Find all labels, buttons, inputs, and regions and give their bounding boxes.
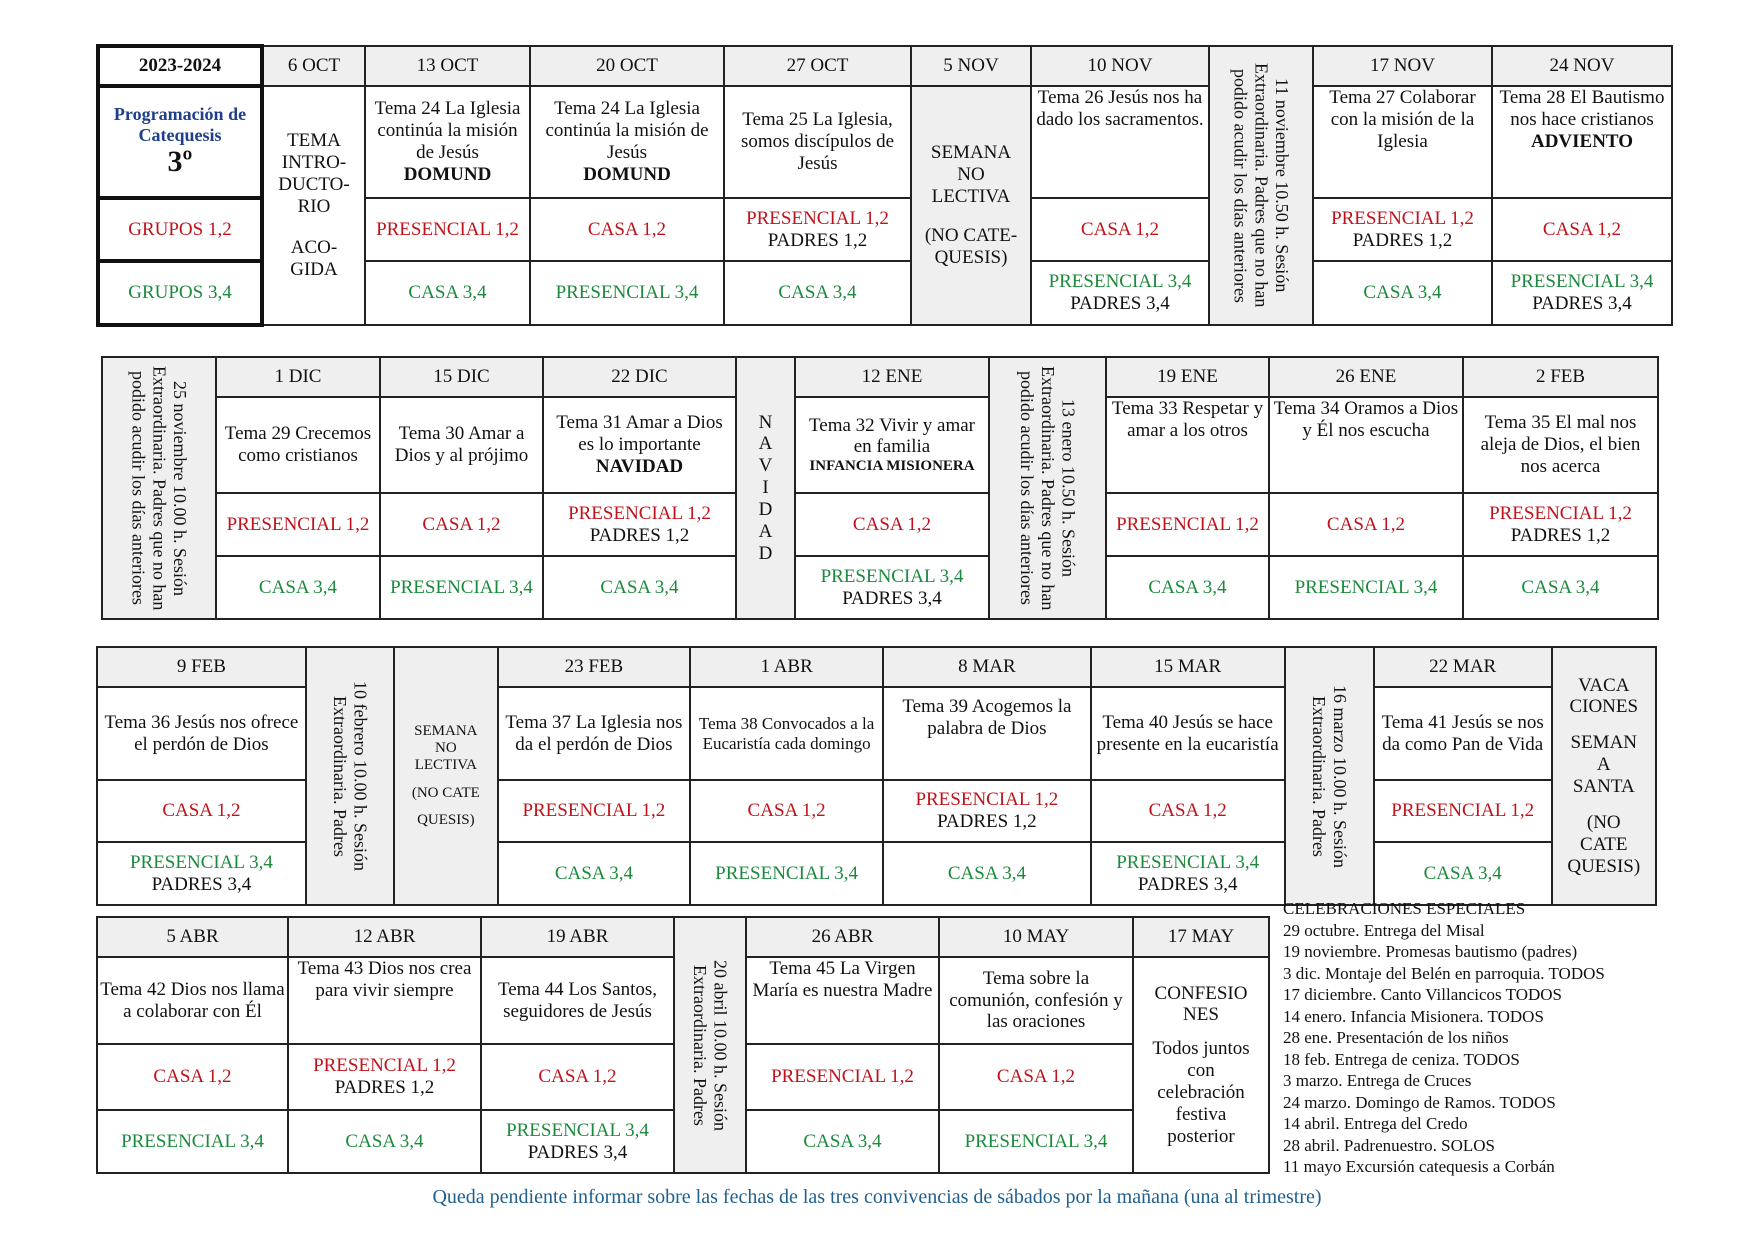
- mode-34: PRESENCIAL 3,4: [1048, 271, 1192, 293]
- celebration-item: 17 diciembre. Canto Villancicos TODOS: [1283, 985, 1562, 1004]
- extraordinary-session: [1209, 46, 1313, 325]
- groups-12-label: GRUPOS 1,2: [98, 198, 262, 261]
- topic-bold: NAVIDAD: [595, 455, 684, 477]
- date-header: 22 MAR: [1374, 647, 1552, 687]
- topic-text: Tema 45 La Virgen María es nuestra Madre: [752, 958, 933, 1001]
- date-header: 5 ABR: [97, 917, 288, 957]
- mode-34: CASA 3,4: [216, 556, 380, 619]
- schedule-block-3: [96, 646, 1657, 906]
- mode-12: PRESENCIAL 1,2: [216, 493, 380, 556]
- topic-text: Tema 29 Crecemos como cristianos: [224, 423, 372, 466]
- mode-12: PRESENCIAL 1,2: [568, 502, 711, 524]
- mode-34-cell: [1091, 842, 1285, 905]
- program-level: 3º: [167, 145, 193, 179]
- topic-cell: [498, 687, 691, 780]
- parents-12: PADRES 1,2: [767, 229, 868, 251]
- holidays-line: A: [1596, 754, 1611, 776]
- date-header: 13 OCT: [365, 46, 530, 86]
- mode-34: PRESENCIAL 3,4: [506, 1119, 649, 1141]
- date-header: 1 DIC: [216, 357, 380, 397]
- topic-cell: [97, 957, 288, 1044]
- topic-text: Tema 34 Oramos a Dios y Él nos escucha: [1273, 398, 1459, 441]
- date-header: 2 FEB: [1463, 357, 1658, 397]
- topic-bold: INFANCIA MISIONERA: [809, 458, 975, 475]
- mode-34-cell: [795, 556, 989, 619]
- no-school-week: [394, 647, 497, 905]
- mode-34: PRESENCIAL 3,4: [1269, 556, 1463, 619]
- parents-12: PADRES 1,2: [334, 1077, 435, 1098]
- mode-12: PRESENCIAL 1,2: [1374, 780, 1552, 842]
- topic-cell: [939, 957, 1133, 1044]
- date-header: 24 NOV: [1492, 46, 1672, 86]
- extraordinary-session-text: 16 marzo 10.00 h. Sesión Extraordinaria. Padres: [1309, 684, 1350, 868]
- topic-cell: [1313, 86, 1492, 198]
- extraordinary-session: [989, 357, 1106, 619]
- schedule-block-4: [96, 916, 1270, 1174]
- topic-cell: [288, 957, 481, 1044]
- topic-text: Tema 43 Dios nos crea para vivir siempre: [297, 958, 472, 1001]
- confessions-line: NES: [1183, 1004, 1219, 1026]
- no-school-line: (NO CATE: [411, 784, 480, 801]
- groups-34-label: GRUPOS 3,4: [98, 261, 262, 325]
- holidays-cell: [1552, 647, 1656, 905]
- holidays-line: SANTA: [1572, 776, 1635, 797]
- mode-12: PRESENCIAL 1,2: [915, 789, 1059, 811]
- parents-34: PADRES 3,4: [527, 1141, 628, 1163]
- intro-line: RIO: [297, 195, 331, 217]
- no-school-line: LECTIVA: [414, 757, 477, 774]
- mode-12: PRESENCIAL 1,2: [1331, 207, 1474, 229]
- celebration-item: 3 marzo. Entrega de Cruces: [1283, 1071, 1472, 1090]
- topic-text: Tema 28 El Bautismo nos hace cristianos: [1499, 87, 1665, 130]
- celebration-item: 3 dic. Montaje del Belén en parroquia. TODOS: [1283, 963, 1605, 983]
- topic-cell: [216, 397, 380, 493]
- date-header: 6 OCT: [262, 46, 365, 86]
- parents-34: PADRES 3,4: [1137, 873, 1238, 895]
- mode-34: CASA 3,4: [1374, 842, 1552, 905]
- date-header: 8 MAR: [883, 647, 1091, 687]
- mode-34: PRESENCIAL 3,4: [97, 1110, 288, 1173]
- mode-12-cell: [883, 780, 1091, 842]
- intro-line: [266, 217, 362, 237]
- celebration-item: 28 abril. Padrenuestro. SOLOS: [1283, 1135, 1496, 1155]
- celebration-item: 11 mayo Excursión catequesis a Corbán: [1283, 1157, 1555, 1176]
- holidays-line: (NO: [1586, 811, 1621, 833]
- topic-text: Tema 32 Vivir y amar en familia: [808, 414, 976, 458]
- mode-34: PRESENCIAL 3,4: [530, 261, 724, 325]
- confessions-line: festiva: [1175, 1103, 1227, 1125]
- parents-12: PADRES 1,2: [1510, 524, 1611, 546]
- navidad-cell: [736, 357, 795, 619]
- mode-12: CASA 1,2: [530, 198, 724, 261]
- mode-12: CASA 1,2: [1031, 198, 1209, 261]
- date-header: 12 ABR: [288, 917, 481, 957]
- mode-34: CASA 3,4: [724, 261, 911, 325]
- topic-text: Tema 35 El mal nos aleja de Dios, el bien nos acerca: [1480, 412, 1641, 477]
- holidays-line: [1555, 798, 1653, 812]
- parents-12: PADRES 1,2: [937, 811, 1037, 832]
- topic-text: Tema 38 Convocados a la Eucaristía cada domingo: [698, 713, 875, 753]
- celebration-item: 24 marzo. Domingo de Ramos. TODOS: [1283, 1092, 1556, 1112]
- no-school-line: QUESIS): [934, 247, 1008, 269]
- topic-text: Tema 25 La Iglesia, somos discípulos de Jesús: [740, 109, 895, 174]
- intro-line: ACO-: [290, 237, 338, 259]
- date-header: 15 DIC: [380, 357, 543, 397]
- program-title: Programación de Catequesis: [113, 104, 247, 145]
- topic-text: Tema 24 La Iglesia continúa la misión de Jesús: [374, 98, 521, 163]
- date-header: 12 ENE: [795, 357, 989, 397]
- mode-12-cell: [1313, 198, 1492, 261]
- mode-12-cell: [724, 198, 911, 261]
- topic-cell: [97, 687, 306, 780]
- mode-34: CASA 3,4: [1463, 556, 1658, 619]
- mode-12: PRESENCIAL 1,2: [1106, 493, 1269, 556]
- no-school-line: SEMANA: [414, 722, 478, 739]
- extraordinary-session: [102, 357, 216, 619]
- navidad-letter: A: [758, 520, 773, 542]
- topic-cell: [380, 397, 543, 493]
- no-school-line: QUESIS): [417, 811, 475, 828]
- parents-34: PADRES 3,4: [1532, 293, 1632, 314]
- navidad-letter: V: [758, 455, 773, 477]
- topic-cell: [1106, 397, 1269, 493]
- no-school-line: SEMANA: [930, 141, 1012, 163]
- topic-text: Tema 42 Dios nos llama a colaborar con Él: [100, 978, 285, 1022]
- mode-12: CASA 1,2: [1269, 493, 1463, 556]
- topic-bold: DOMUND: [403, 163, 492, 185]
- pending-note: Queda pendiente informar sobre las fechas de las tres convivencias de sábados por la mañana (una al trimestre): [432, 1186, 1322, 1208]
- mode-12: PRESENCIAL 1,2: [746, 1044, 939, 1110]
- extraordinary-session-text: 10 febrero 10.00 h. Sesión Extraordinaria. Padres: [329, 681, 371, 871]
- intro-line: DUCTO-: [278, 173, 350, 195]
- extraordinary-session-text: 11 noviembre 10.50 h. Sesión Extraordinaria. Padres que no han podido acudir los días anteriores: [1230, 63, 1293, 308]
- topic-text: Tema 44 Los Santos, seguidores de Jesús: [497, 978, 658, 1022]
- navidad-letter: D: [758, 542, 773, 564]
- topic-bold: DOMUND: [583, 163, 671, 185]
- parents-34: PADRES 3,4: [151, 873, 252, 895]
- intro-line: INTRO-: [281, 151, 347, 173]
- topic-text: Tema 39 Acogemos la palabra de Dios: [902, 696, 1072, 739]
- date-header: 19 ENE: [1106, 357, 1269, 397]
- mode-34-cell: [1492, 261, 1672, 325]
- mode-12: PRESENCIAL 1,2: [365, 198, 530, 261]
- navidad-letter: D: [758, 498, 773, 520]
- no-school-line: (NO CATE-: [924, 225, 1018, 247]
- mode-12: CASA 1,2: [939, 1044, 1133, 1110]
- topic-cell: [365, 86, 530, 198]
- celebration-item: 18 feb. Entrega de ceniza. TODOS: [1283, 1049, 1520, 1069]
- mode-34: PRESENCIAL 3,4: [1116, 851, 1260, 873]
- intro-cell: [262, 86, 365, 325]
- mode-34: CASA 3,4: [498, 842, 691, 905]
- confessions-line: [1136, 1026, 1266, 1038]
- date-header: 20 OCT: [530, 46, 724, 86]
- topic-cell: [543, 397, 736, 493]
- mode-34: CASA 3,4: [543, 556, 736, 619]
- topic-cell: [746, 957, 939, 1044]
- mode-34: CASA 3,4: [746, 1110, 939, 1173]
- extraordinary-session-text: 20 abril 10.00 h. Sesión Extraordinaria. Padres: [690, 959, 731, 1131]
- topic-cell: [1463, 397, 1658, 493]
- mode-34: PRESENCIAL 3,4: [129, 851, 273, 873]
- no-school-line: NO: [434, 740, 457, 757]
- extraordinary-session: [1285, 647, 1374, 905]
- topic-text: Tema 24 La Iglesia continúa la misión de Jesús: [545, 98, 709, 163]
- mode-34: CASA 3,4: [365, 261, 530, 325]
- topic-text: Tema 33 Respetar y amar a los otros: [1111, 398, 1264, 441]
- mode-34: PRESENCIAL 3,4: [690, 842, 883, 905]
- date-header: 27 OCT: [724, 46, 911, 86]
- holidays-line: QUESIS): [1567, 855, 1641, 877]
- holidays-line: SEMAN: [1570, 732, 1638, 754]
- holidays-line: CIONES: [1569, 696, 1639, 718]
- no-school-line: LECTIVA: [931, 185, 1011, 207]
- parents-12: PADRES 1,2: [1352, 229, 1453, 251]
- topic-cell: [481, 957, 674, 1044]
- mode-34: PRESENCIAL 3,4: [939, 1110, 1133, 1173]
- mode-34-cell: [97, 842, 306, 905]
- mode-12: PRESENCIAL 1,2: [498, 780, 691, 842]
- topic-cell: [1492, 86, 1672, 198]
- topic-cell: [690, 687, 883, 780]
- parents-12: PADRES 1,2: [589, 524, 690, 546]
- schedule-block-1: [96, 44, 1673, 327]
- date-header: 9 FEB: [97, 647, 306, 687]
- date-header: 17 NOV: [1313, 46, 1492, 86]
- date-header: 23 FEB: [498, 647, 691, 687]
- extraordinary-session: [674, 917, 746, 1173]
- topic-text: Tema 36 Jesús nos ofrece el perdón de Dios: [104, 711, 299, 755]
- celebration-item: 14 enero. Infancia Misionera. TODOS: [1283, 1006, 1544, 1026]
- mode-34: PRESENCIAL 3,4: [820, 565, 964, 587]
- navidad-letter: I: [762, 477, 769, 499]
- confessions-cell: [1133, 957, 1269, 1173]
- confessions-line: posterior: [1167, 1125, 1235, 1147]
- date-header: 22 DIC: [543, 357, 736, 397]
- mode-34: CASA 3,4: [1106, 556, 1269, 619]
- schedule-block-2: [101, 356, 1659, 620]
- mode-34: PRESENCIAL 3,4: [1510, 271, 1654, 293]
- topic-text: Tema sobre la comunión, confesión y las oraciones: [949, 967, 1123, 1033]
- mode-34: PRESENCIAL 3,4: [380, 556, 543, 619]
- parents-34: PADRES 3,4: [842, 587, 942, 609]
- topic-cell: [530, 86, 724, 198]
- topic-bold: ADVIENTO: [1530, 130, 1634, 152]
- topic-cell: [1031, 86, 1209, 198]
- topic-text: Tema 26 Jesús nos ha dado los sacramentos.: [1036, 87, 1204, 130]
- topic-cell: [795, 397, 989, 493]
- no-school-week: [911, 86, 1031, 325]
- mode-12: CASA 1,2: [1492, 198, 1672, 261]
- mode-34: CASA 3,4: [288, 1110, 481, 1173]
- confessions-line: celebración: [1157, 1081, 1245, 1103]
- program-title-cell: [98, 86, 262, 198]
- topic-text: Tema 31 Amar a Dios es lo importante: [556, 412, 723, 456]
- topic-text: Tema 41 Jesús se nos da como Pan de Vida: [1381, 711, 1544, 755]
- mode-34-cell: [1031, 261, 1209, 325]
- mode-34: CASA 3,4: [883, 842, 1091, 905]
- confessions-line: con: [1187, 1060, 1215, 1082]
- celebration-item: 29 octubre. Entrega del Misal: [1283, 920, 1485, 940]
- topic-text: Tema 37 La Iglesia nos da el perdón de Dios: [505, 711, 683, 755]
- topic-cell: [724, 86, 911, 198]
- mode-12: CASA 1,2: [97, 1044, 288, 1110]
- special-celebrations: [1283, 898, 1743, 1178]
- celebration-item: 14 abril. Entrega del Credo: [1283, 1114, 1468, 1133]
- date-header: 10 MAY: [939, 917, 1133, 957]
- intro-line: GIDA: [290, 259, 338, 281]
- mode-12: PRESENCIAL 1,2: [1489, 502, 1632, 524]
- date-header: 1 ABR: [690, 647, 883, 687]
- topic-cell: [1374, 687, 1552, 780]
- date-header: 10 NOV: [1031, 46, 1209, 86]
- mode-34: CASA 3,4: [1313, 261, 1492, 325]
- topic-cell: [1091, 687, 1285, 780]
- date-header: 15 MAR: [1091, 647, 1285, 687]
- intro-line: TEMA: [287, 129, 341, 151]
- mode-12: PRESENCIAL 1,2: [746, 207, 889, 229]
- topic-text: Tema 30 Amar a Dios y al prójimo: [394, 423, 529, 466]
- no-school-line: NO: [957, 163, 985, 185]
- date-header: 19 ABR: [481, 917, 674, 957]
- parents-34: PADRES 3,4: [1070, 293, 1170, 314]
- mode-12: CASA 1,2: [1091, 780, 1285, 842]
- mode-12: CASA 1,2: [97, 780, 306, 842]
- topic-text: Tema 40 Jesús se hace presente en la eucaristía: [1096, 711, 1279, 755]
- confessions-line: CONFESIO: [1154, 982, 1248, 1004]
- extraordinary-session-text: 13 enero 10.50 h. Sesión Extraordinaria. Padres que no han podido acudir los días anteriores: [1017, 365, 1079, 611]
- celebration-item: 28 ene. Presentación de los niños: [1283, 1028, 1509, 1047]
- no-school-line: [914, 207, 1028, 225]
- navidad-letter: A: [758, 433, 773, 455]
- topic-cell: [883, 687, 1091, 780]
- celebration-item: 19 noviembre. Promesas bautismo (padres): [1283, 942, 1578, 961]
- extraordinary-session-text: 25 noviembre 10.00 h. Sesión Extraordinaria. Padres que no han podido acudir los días anteriores: [128, 365, 191, 611]
- topic-text: Tema 27 Colaborar con la misión de la Iglesia: [1329, 87, 1476, 152]
- mode-12: CASA 1,2: [481, 1044, 674, 1110]
- extraordinary-session: [306, 647, 394, 905]
- year-cell: 2023-2024: [98, 46, 262, 86]
- holidays-line: [1555, 718, 1653, 732]
- celebrations-title: CELEBRACIONES ESPECIALES: [1283, 899, 1526, 918]
- mode-12-cell: [1463, 493, 1658, 556]
- date-header: 5 NOV: [911, 46, 1031, 86]
- mode-12-cell: [288, 1044, 481, 1110]
- date-header: 17 MAY: [1133, 917, 1269, 957]
- mode-34-cell: [481, 1110, 674, 1173]
- date-header: 26 ENE: [1269, 357, 1463, 397]
- mode-12: CASA 1,2: [690, 780, 883, 842]
- date-header: 26 ABR: [746, 917, 939, 957]
- confessions-line: Todos juntos: [1152, 1038, 1250, 1060]
- mode-12: PRESENCIAL 1,2: [313, 1055, 456, 1077]
- navidad-letter: N: [758, 411, 773, 433]
- holidays-line: VACA: [1578, 674, 1630, 696]
- mode-12: CASA 1,2: [795, 493, 989, 556]
- topic-cell: [1269, 397, 1463, 493]
- mode-12: CASA 1,2: [380, 493, 543, 556]
- mode-12-cell: [543, 493, 736, 556]
- holidays-line: CATE: [1580, 833, 1628, 855]
